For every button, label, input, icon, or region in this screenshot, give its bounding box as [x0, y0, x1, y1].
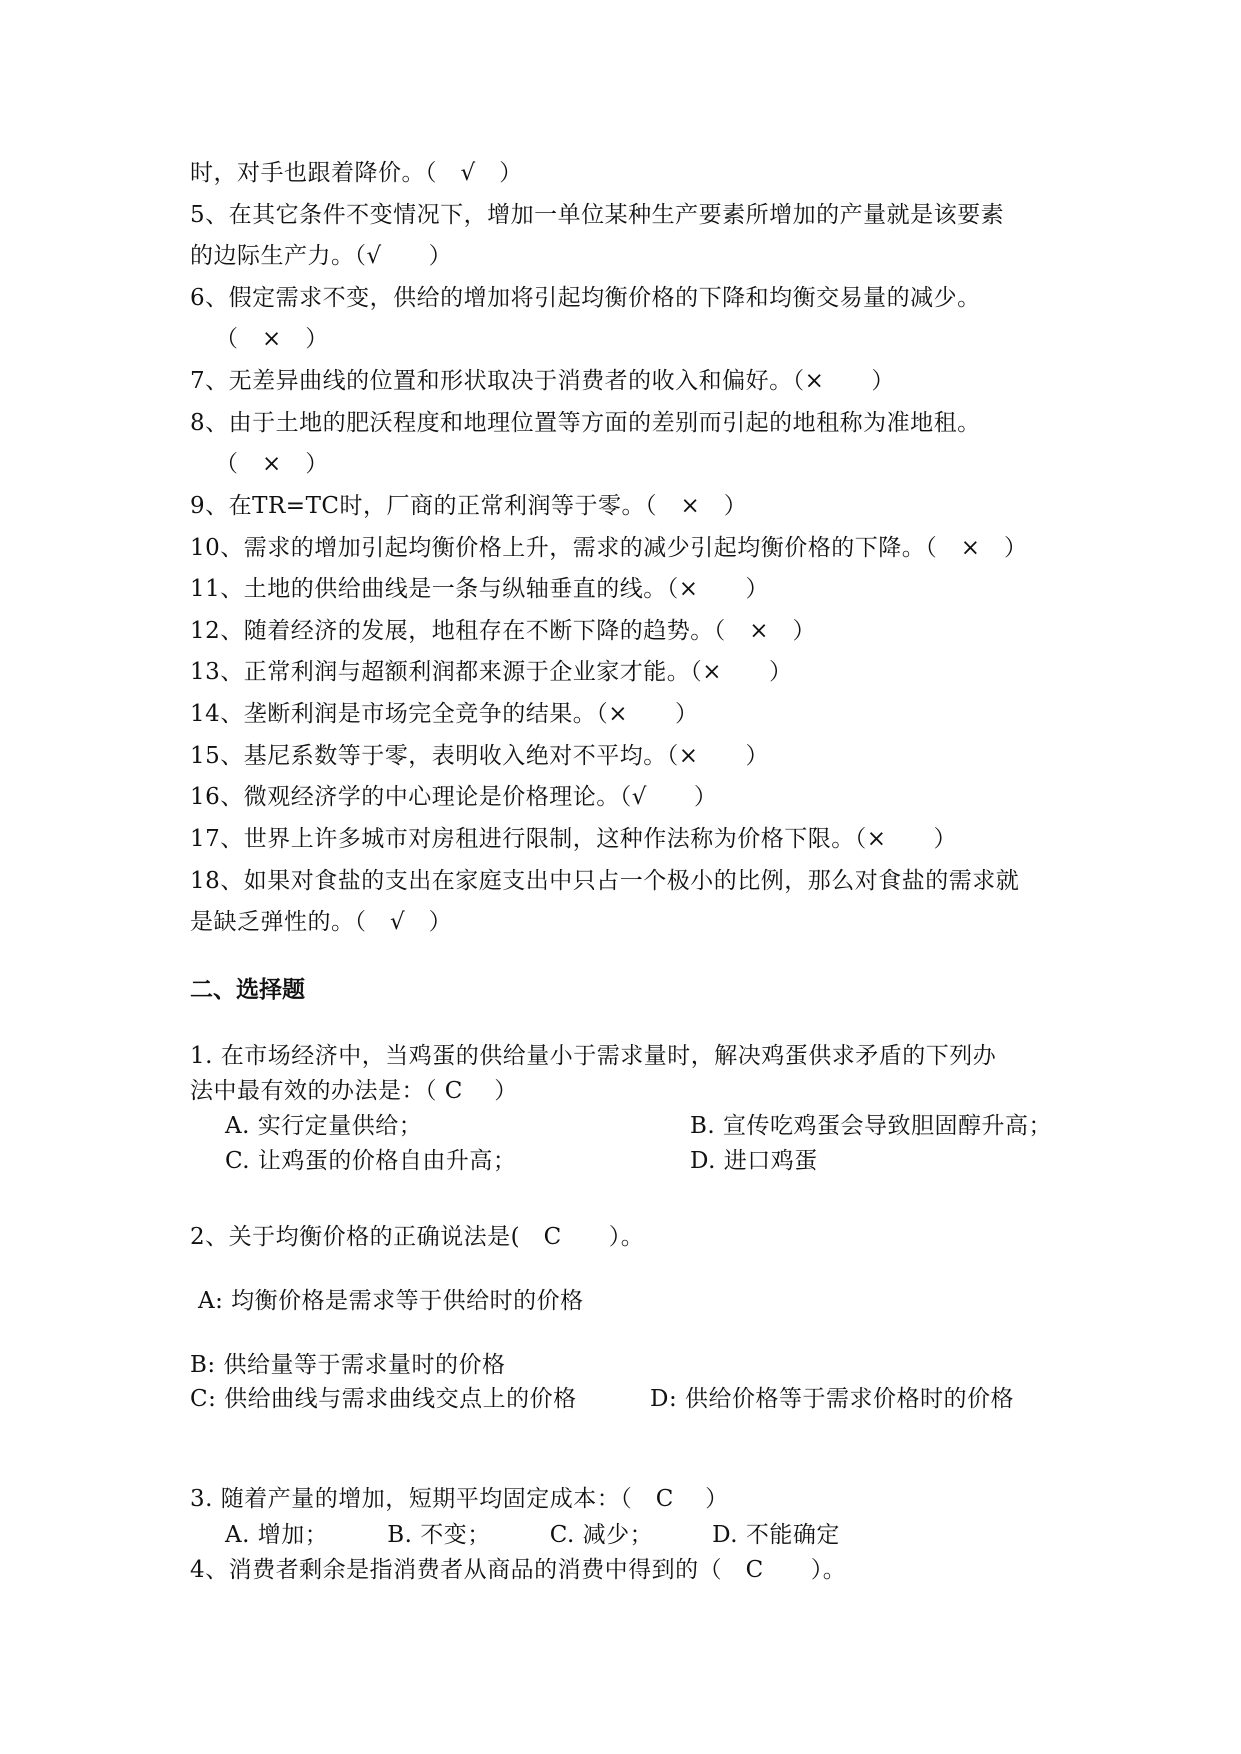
- judgement-item-6: 6、假定需求不变，供给的增加将引起均衡价格的下降和均衡交易量的减少。: [190, 285, 981, 311]
- choice-q1-stem-cont: 法中最有效的办法是：（ C ）: [190, 1078, 518, 1104]
- judgement-item-13: 13、正常利润与超额利润都来源于企业家才能。（× ）: [190, 659, 793, 685]
- judgement-item-5-cont: 的边际生产力。（√ ）: [190, 243, 453, 269]
- choice-q3-options: A. 增加； B. 不变； C. 减少； D. 不能确定: [225, 1522, 840, 1548]
- section-heading-choice: 二、选择题: [190, 977, 305, 1003]
- judgement-line-4-cont: 时，对手也跟着降价。（ √ ）: [190, 160, 523, 186]
- choice-q1-option-c: C. 让鸡蛋的价格自由升高；: [225, 1148, 517, 1174]
- choice-q2-option-d: D: 供给价格等于需求价格时的价格: [650, 1386, 1015, 1412]
- judgement-item-10: 10、需求的增加引起均衡价格上升，需求的减少引起均衡价格的下降。（ × ）: [190, 535, 1028, 561]
- judgement-item-17: 17、世界上许多城市对房租进行限制，这种作法称为价格下限。（× ）: [190, 826, 958, 852]
- judgement-item-6-answer: （ × ）: [215, 326, 329, 352]
- judgement-item-7: 7、无差异曲线的位置和形状取决于消费者的收入和偏好。（× ）: [190, 368, 895, 394]
- choice-q1-option-b: B. 宣传吃鸡蛋会导致胆固醇升高；: [690, 1113, 1053, 1139]
- choice-q2-option-a: A: 均衡价格是需求等于供给时的价格: [198, 1288, 584, 1314]
- judgement-item-16: 16、微观经济学的中心理论是价格理论。（√ ）: [190, 784, 718, 810]
- choice-q1-option-a: A. 实行定量供给；: [225, 1113, 423, 1139]
- judgement-item-9: 9、在TR=TC时，厂商的正常利润等于零。（ × ）: [190, 493, 748, 519]
- choice-q1-stem: 1. 在市场经济中，当鸡蛋的供给量小于需求量时，解决鸡蛋供求矛盾的下列办: [190, 1043, 997, 1069]
- judgement-item-18: 18、如果对食盐的支出在家庭支出中只占一个极小的比例，那么对食盐的需求就: [190, 868, 1020, 894]
- choice-q2-option-b: B: 供给量等于需求量时的价格: [190, 1352, 506, 1378]
- choice-q2-stem: 2、关于均衡价格的正确说法是( C ）。: [190, 1224, 645, 1250]
- judgement-item-5: 5、在其它条件不变情况下，增加一单位某种生产要素所增加的产量就是该要素: [190, 202, 1005, 228]
- choice-q2-option-c: C: 供给曲线与需求曲线交点上的价格: [190, 1386, 577, 1412]
- judgement-item-14: 14、垄断利润是市场完全竞争的结果。（× ）: [190, 701, 699, 727]
- judgement-item-12: 12、随着经济的发展，地租存在不断下降的趋势。（ × ）: [190, 618, 817, 644]
- choice-q3-stem: 3. 随着产量的增加，短期平均固定成本：（ C ）: [190, 1486, 729, 1512]
- judgement-item-11: 11、土地的供给曲线是一条与纵轴垂直的线。（× ）: [190, 576, 770, 602]
- judgement-item-8-answer: （ × ）: [215, 451, 329, 477]
- choice-q4-stem: 4、消费者剩余是指消费者从商品的消费中得到的（ C ）。: [190, 1557, 847, 1583]
- choice-q1-option-d: D. 进口鸡蛋: [690, 1148, 818, 1174]
- judgement-item-18-cont: 是缺乏弹性的。（ √ ）: [190, 909, 453, 935]
- judgement-item-15: 15、基尼系数等于零，表明收入绝对不平均。（× ）: [190, 743, 770, 769]
- judgement-item-8: 8、由于土地的肥沃程度和地理位置等方面的差别而引起的地租称为准地租。: [190, 410, 981, 436]
